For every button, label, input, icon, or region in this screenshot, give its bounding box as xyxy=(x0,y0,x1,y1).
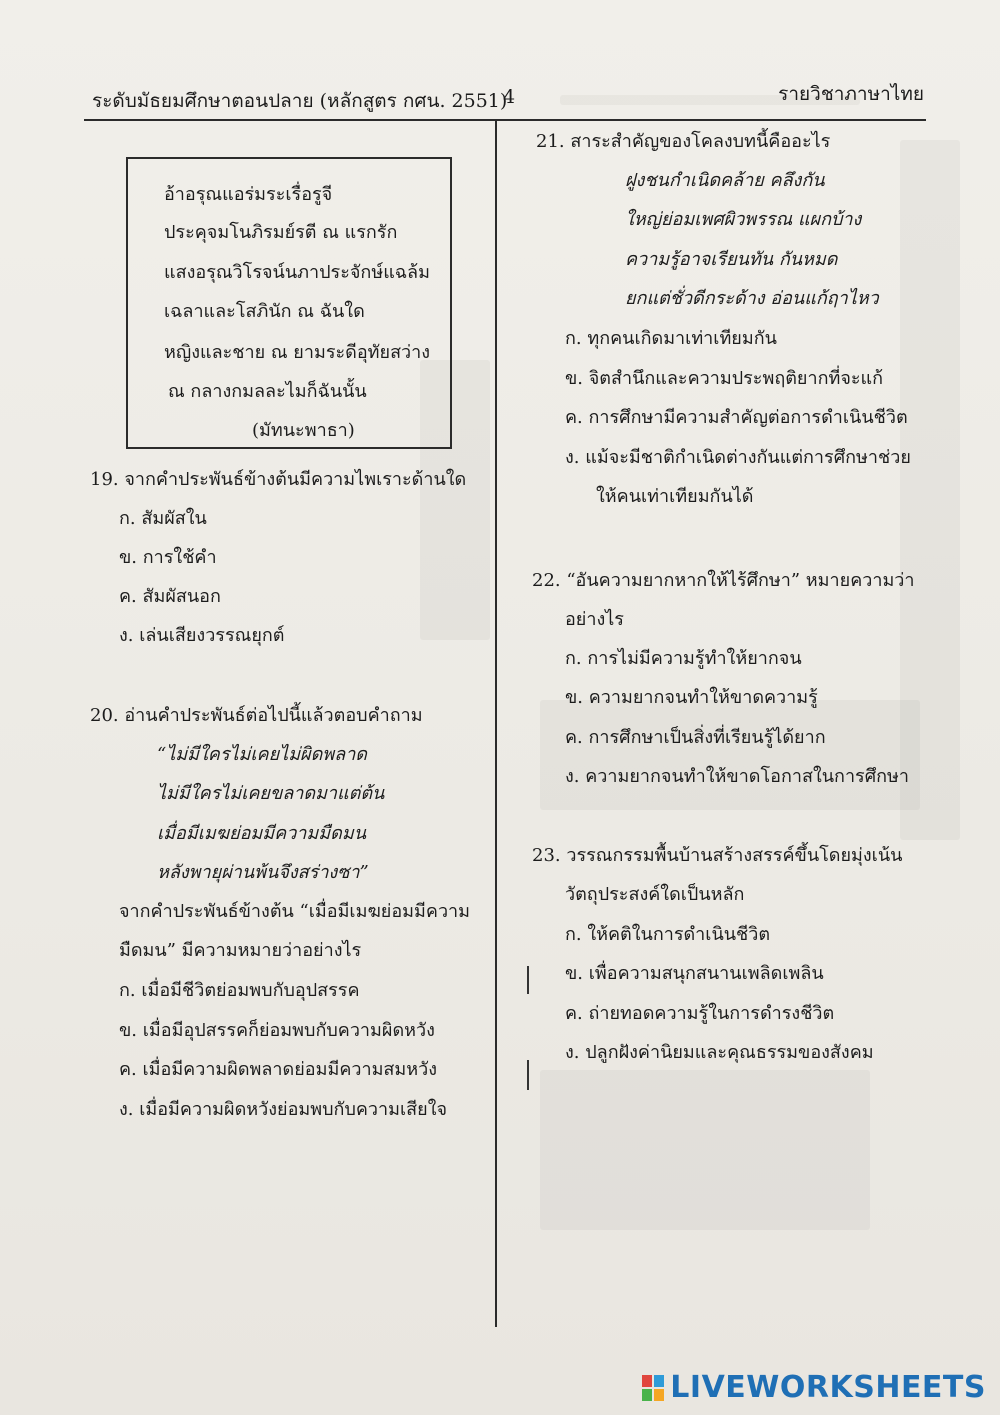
question-19-option-a[interactable]: ก. สัมผัสใน xyxy=(119,508,207,529)
poem-box xyxy=(126,157,452,449)
question-23-stem-cont: วัตถุประสงค์ใดเป็นหลัก xyxy=(565,884,745,905)
bleed-through xyxy=(540,1070,870,1230)
liveworksheets-wordmark: LIVEWORKSHEETS xyxy=(670,1370,986,1405)
question-19-stem: 19. จากคำประพันธ์ข้างต้นมีความไพเราะด้านใด xyxy=(90,469,467,490)
question-20-question-cont: มืดมน” มีความหมายว่าอย่างไร xyxy=(119,940,362,961)
poem-line: แสงอรุณวิโรจน์นภาประจักษ์แฉล้ม xyxy=(164,262,430,283)
question-22-option-b[interactable]: ข. ความยากจนทำให้ขาดความรู้ xyxy=(565,687,818,708)
question-20-option-b[interactable]: ข. เมื่อมีอุปสรรคก็ย่อมพบกับความผิดหวัง xyxy=(119,1020,435,1041)
question-22-option-d[interactable]: ง. ความยากจนทำให้ขาดโอกาสในการศึกษา xyxy=(565,766,910,787)
question-19-option-c[interactable]: ค. สัมผัสนอก xyxy=(119,586,221,607)
question-23-option-d[interactable]: ง. ปลูกฝังค่านิยมและคุณธรรมของสังคม xyxy=(565,1042,874,1063)
poem-line: ประคุจมโนภิรมย์รตี ณ แรกรัก xyxy=(164,222,398,243)
header-rule xyxy=(84,119,926,121)
question-20-verse-line: เมื่อมีเมฆย่อมมีความมืดมน xyxy=(157,823,367,844)
bleed-through xyxy=(540,700,920,810)
question-19-option-d[interactable]: ง. เล่นเสียงวรรณยุกต์ xyxy=(119,625,285,646)
question-20-verse-line: ไม่มีใครไม่เคยขลาดมาแต่ต้น xyxy=(157,783,385,804)
question-23-option-c[interactable]: ค. ถ่ายทอดความรู้ในการดำรงชีวิต xyxy=(565,1003,835,1024)
question-22-stem-cont: อย่างไร xyxy=(565,609,624,630)
liveworksheets-icon xyxy=(642,1375,664,1401)
column-divider xyxy=(495,119,497,1327)
question-21-stem: 21. สาระสำคัญของโคลงบทนี้คืออะไร xyxy=(536,131,831,152)
question-23-stem: 23. วรรณกรรมพื้นบ้านสร้างสรรค์ขึ้นโดยมุ่งเน้น xyxy=(532,845,903,866)
question-21-option-c[interactable]: ค. การศึกษามีความสำคัญต่อการดำเนินชีวิต xyxy=(565,407,908,428)
question-23-option-a[interactable]: ก. ให้คติในการดำเนินชีวิต xyxy=(565,924,771,945)
question-20-option-d[interactable]: ง. เมื่อมีความผิดหวังย่อมพบกับความเสียใจ xyxy=(119,1099,448,1120)
question-21-option-d[interactable]: ง. แม้จะมีชาติกำเนิดต่างกันแต่การศึกษาช่วย xyxy=(565,447,911,468)
header-page-number: 4 xyxy=(503,86,516,108)
question-21-option-d-cont: ให้คนเท่าเทียมกันได้ xyxy=(596,486,754,507)
question-20-verse-line: “ไม่มีใครไม่เคยไม่ผิดพลาด xyxy=(157,744,367,765)
poem-line: หญิงและชาย ณ ยามระดีอุทัยสว่าง xyxy=(164,342,431,363)
margin-mark xyxy=(527,1060,529,1090)
header-subject: รายวิชาภาษาไทย xyxy=(778,83,924,105)
liveworksheets-logo xyxy=(642,1370,986,1405)
poem-line: เฉลาและโสภินัก ณ ฉันใด xyxy=(164,301,365,322)
question-21-option-b[interactable]: ข. จิตสำนึกและความประพฤติยากที่จะแก้ xyxy=(565,368,884,389)
question-21-verse-line: ใหญ่ย่อมเพศผิวพรรณ แผกบ้าง xyxy=(625,209,862,230)
poem-author: (มัทนะพาธา) xyxy=(252,420,355,441)
question-20-stem: 20. อ่านคำประพันธ์ต่อไปนี้แล้วตอบคำถาม xyxy=(90,705,423,726)
poem-line: อ้าอรุณแอร่มระเรื่อรูจี xyxy=(164,184,333,205)
poem-line: ณ กลางกมลละไมก็ฉันนั้น xyxy=(168,381,367,402)
question-20-question: จากคำประพันธ์ข้างต้น “เมื่อมีเมฆย่อมมีความ xyxy=(119,901,471,922)
question-20-option-a[interactable]: ก. เมื่อมีชีวิตย่อมพบกับอุปสรรค xyxy=(119,980,360,1001)
margin-mark xyxy=(527,966,529,994)
question-22-option-a[interactable]: ก. การไม่มีความรู้ทำให้ยากจน xyxy=(565,648,802,669)
question-21-verse-line: ความรู้อาจเรียนทัน กันหมด xyxy=(625,249,838,270)
question-22-option-c[interactable]: ค. การศึกษาเป็นสิ่งที่เรียนรู้ได้ยาก xyxy=(565,727,826,748)
question-19-option-b[interactable]: ข. การใช้คำ xyxy=(119,547,217,568)
question-22-stem: 22. “อันความยากหากให้ไร้ศึกษา” หมายความว่า xyxy=(532,570,915,591)
question-21-option-a[interactable]: ก. ทุกคนเกิดมาเท่าเทียมกัน xyxy=(565,328,777,349)
question-21-verse-line: ยกแต่ชั่วดีกระด้าง อ่อนแก้ฤาไหว xyxy=(625,288,879,309)
header-course-level: ระดับมัธยมศึกษาตอนปลาย (หลักสูตร กศน. 2551) xyxy=(92,90,508,112)
question-23-option-b[interactable]: ข. เพื่อความสนุกสนานเพลิดเพลิน xyxy=(565,963,824,984)
question-20-verse-line: หลังพายุผ่านพ้นจึงสร่างซา” xyxy=(157,862,369,883)
question-20-option-c[interactable]: ค. เมื่อมีความผิดพลาดย่อมมีความสมหวัง xyxy=(119,1059,438,1080)
question-21-verse-line: ฝูงชนกำเนิดคล้าย คลึงกัน xyxy=(625,170,825,191)
